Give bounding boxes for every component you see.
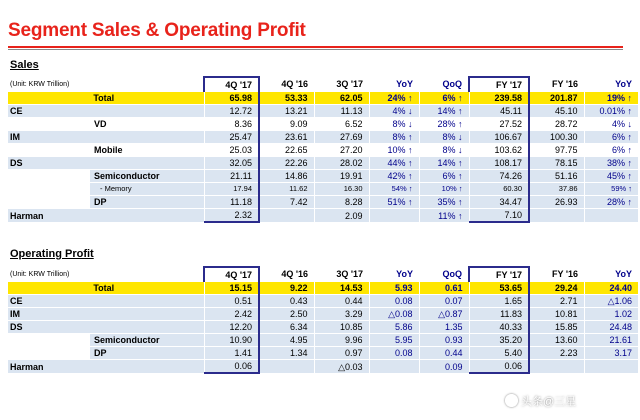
value-cell: 34.47 bbox=[469, 196, 529, 209]
value-cell: 97.75 bbox=[529, 144, 584, 157]
value-cell: 19% ↑ bbox=[584, 92, 638, 105]
value-cell: 10.81 bbox=[529, 308, 584, 321]
value-cell: 3.17 bbox=[584, 347, 638, 360]
value-cell: 10.85 bbox=[314, 321, 369, 334]
value-cell: 2.23 bbox=[529, 347, 584, 360]
value-cell: 6% ↑ bbox=[584, 131, 638, 144]
col-header: FY '16 bbox=[529, 267, 584, 282]
value-cell: 106.67 bbox=[469, 131, 529, 144]
value-cell: 12.72 bbox=[204, 105, 259, 118]
sales-row bbox=[8, 209, 638, 223]
value-cell: 5.93 bbox=[369, 282, 419, 295]
value-cell: 11% ↑ bbox=[419, 209, 469, 223]
value-cell: 21.61 bbox=[584, 334, 638, 347]
value-cell: 11.62 bbox=[259, 183, 314, 196]
value-cell: 62.05 bbox=[314, 92, 369, 105]
value-cell: 35% ↑ bbox=[419, 196, 469, 209]
value-cell: 11.83 bbox=[469, 308, 529, 321]
op-row bbox=[8, 282, 638, 295]
watermark bbox=[505, 393, 576, 409]
value-cell: 6.52 bbox=[314, 118, 369, 131]
op-row bbox=[8, 295, 638, 308]
value-cell: 13.60 bbox=[529, 334, 584, 347]
value-cell: 17.94 bbox=[204, 183, 259, 196]
value-cell: 44% ↑ bbox=[369, 157, 419, 170]
value-cell: 53.33 bbox=[259, 92, 314, 105]
sales-row bbox=[8, 157, 638, 170]
value-cell: △0.08 bbox=[369, 308, 419, 321]
value-cell: 14% ↑ bbox=[419, 157, 469, 170]
value-cell: 8.36 bbox=[204, 118, 259, 131]
value-cell: 0.51 bbox=[204, 295, 259, 308]
value-cell: 4% ↓ bbox=[369, 105, 419, 118]
sales-table bbox=[8, 76, 638, 223]
value-cell: 3.29 bbox=[314, 308, 369, 321]
value-cell bbox=[259, 360, 314, 374]
value-cell: 201.87 bbox=[529, 92, 584, 105]
value-cell: 28.72 bbox=[529, 118, 584, 131]
value-cell: 21.11 bbox=[204, 170, 259, 183]
sales-unit: (Unit: KRW Trillion) bbox=[10, 81, 70, 88]
value-cell: 28% ↑ bbox=[584, 196, 638, 209]
value-cell: 28.02 bbox=[314, 157, 369, 170]
value-cell: 7.42 bbox=[259, 196, 314, 209]
col-header: 3Q '17 bbox=[314, 77, 369, 92]
value-cell: △1.06 bbox=[584, 295, 638, 308]
value-cell: 14% ↑ bbox=[419, 105, 469, 118]
value-cell: 0.97 bbox=[314, 347, 369, 360]
col-header: FY '16 bbox=[529, 77, 584, 92]
value-cell: 1.02 bbox=[584, 308, 638, 321]
col-header: FY '17 bbox=[469, 77, 529, 92]
value-cell: 5.95 bbox=[369, 334, 419, 347]
value-cell: 8% ↓ bbox=[419, 144, 469, 157]
indent-cell bbox=[8, 170, 90, 183]
value-cell: 27.52 bbox=[469, 118, 529, 131]
col-header: 4Q '16 bbox=[259, 77, 314, 92]
sales-row bbox=[8, 183, 638, 196]
value-cell: 37.86 bbox=[529, 183, 584, 196]
value-cell: 10% ↑ bbox=[419, 183, 469, 196]
value-cell: △0.03 bbox=[314, 360, 369, 374]
sales-row bbox=[8, 144, 638, 157]
col-header: QoQ bbox=[419, 77, 469, 92]
op-header-row bbox=[8, 267, 638, 282]
value-cell: 5.86 bbox=[369, 321, 419, 334]
col-header: YoY bbox=[369, 77, 419, 92]
value-cell bbox=[529, 209, 584, 223]
value-cell: 42% ↑ bbox=[369, 170, 419, 183]
title-rule-thin bbox=[8, 49, 623, 50]
op-unit: (Unit: KRW Trillion) bbox=[10, 271, 70, 278]
value-cell: 15.15 bbox=[204, 282, 259, 295]
value-cell: 45% ↑ bbox=[584, 170, 638, 183]
value-cell: 5.40 bbox=[469, 347, 529, 360]
value-cell: △0.87 bbox=[419, 308, 469, 321]
value-cell: 100.30 bbox=[529, 131, 584, 144]
col-header: QoQ bbox=[419, 267, 469, 282]
col-header: 4Q '16 bbox=[259, 267, 314, 282]
value-cell bbox=[259, 209, 314, 223]
value-cell: 40.33 bbox=[469, 321, 529, 334]
col-header: YoY bbox=[369, 267, 419, 282]
value-cell: 27.20 bbox=[314, 144, 369, 157]
value-cell: 9.96 bbox=[314, 334, 369, 347]
value-cell: 6% ↑ bbox=[419, 92, 469, 105]
value-cell: 0.08 bbox=[369, 295, 419, 308]
value-cell: 6.34 bbox=[259, 321, 314, 334]
value-cell: 60.30 bbox=[469, 183, 529, 196]
value-cell: 8% ↓ bbox=[369, 118, 419, 131]
value-cell: 8% ↑ bbox=[369, 131, 419, 144]
value-cell: 4% ↓ bbox=[584, 118, 638, 131]
value-cell: 28% ↑ bbox=[419, 118, 469, 131]
value-cell bbox=[369, 209, 419, 223]
value-cell: 11.18 bbox=[204, 196, 259, 209]
col-header: 4Q '17 bbox=[204, 267, 259, 282]
op-row bbox=[8, 334, 638, 347]
value-cell: 24.48 bbox=[584, 321, 638, 334]
value-cell: 1.65 bbox=[469, 295, 529, 308]
row-label: VD bbox=[90, 118, 204, 131]
value-cell: 2.09 bbox=[314, 209, 369, 223]
value-cell bbox=[529, 360, 584, 374]
value-cell: 74.26 bbox=[469, 170, 529, 183]
value-cell: 2.50 bbox=[259, 308, 314, 321]
value-cell: 7.10 bbox=[469, 209, 529, 223]
value-cell bbox=[369, 360, 419, 374]
value-cell: 19.91 bbox=[314, 170, 369, 183]
row-label: CE bbox=[8, 105, 204, 118]
row-label: CE bbox=[8, 295, 204, 308]
indent-cell bbox=[8, 183, 90, 196]
watermark-text: 头条@三星 bbox=[521, 396, 577, 408]
value-cell: 11.13 bbox=[314, 105, 369, 118]
row-label: DS bbox=[8, 321, 204, 334]
value-cell: 6% ↑ bbox=[584, 144, 638, 157]
value-cell bbox=[584, 209, 638, 223]
value-cell: 0.07 bbox=[419, 295, 469, 308]
value-cell: 51% ↑ bbox=[369, 196, 419, 209]
row-label: Semiconductor bbox=[90, 170, 204, 183]
row-label: Harman bbox=[8, 360, 204, 374]
value-cell: 32.05 bbox=[204, 157, 259, 170]
value-cell: 0.61 bbox=[419, 282, 469, 295]
sales-row bbox=[8, 118, 638, 131]
col-header: 4Q '17 bbox=[204, 77, 259, 92]
sales-header-row bbox=[8, 77, 638, 92]
op-heading: Operating Profit bbox=[10, 248, 94, 260]
sales-row bbox=[8, 196, 638, 209]
op-row bbox=[8, 308, 638, 321]
value-cell: 12.20 bbox=[204, 321, 259, 334]
row-label: DS bbox=[8, 157, 204, 170]
value-cell: 0.44 bbox=[419, 347, 469, 360]
col-header: 3Q '17 bbox=[314, 267, 369, 282]
value-cell: 22.26 bbox=[259, 157, 314, 170]
value-cell: 53.65 bbox=[469, 282, 529, 295]
value-cell: 1.35 bbox=[419, 321, 469, 334]
value-cell: 59% ↑ bbox=[584, 183, 638, 196]
value-cell: 14.86 bbox=[259, 170, 314, 183]
value-cell: 8.28 bbox=[314, 196, 369, 209]
value-cell: 15.85 bbox=[529, 321, 584, 334]
value-cell: 10% ↑ bbox=[369, 144, 419, 157]
value-cell: 0.44 bbox=[314, 295, 369, 308]
sales-row bbox=[8, 131, 638, 144]
value-cell: 14.53 bbox=[314, 282, 369, 295]
value-cell: 24.40 bbox=[584, 282, 638, 295]
value-cell bbox=[584, 360, 638, 374]
value-cell: 0.06 bbox=[469, 360, 529, 374]
op-row bbox=[8, 347, 638, 360]
row-label: Mobile bbox=[90, 144, 204, 157]
value-cell: 239.58 bbox=[469, 92, 529, 105]
value-cell: 25.03 bbox=[204, 144, 259, 157]
value-cell: 9.22 bbox=[259, 282, 314, 295]
value-cell: 1.41 bbox=[204, 347, 259, 360]
row-label: Harman bbox=[8, 209, 204, 223]
value-cell: 2.42 bbox=[204, 308, 259, 321]
value-cell: 24% ↑ bbox=[369, 92, 419, 105]
op-row bbox=[8, 321, 638, 334]
value-cell: 16.30 bbox=[314, 183, 369, 196]
indent-cell bbox=[8, 196, 90, 209]
value-cell: 10.90 bbox=[204, 334, 259, 347]
row-label: IM bbox=[8, 308, 204, 321]
value-cell: 0.08 bbox=[369, 347, 419, 360]
value-cell: 6% ↑ bbox=[419, 170, 469, 183]
value-cell: 9.09 bbox=[259, 118, 314, 131]
row-label: - Memory bbox=[90, 183, 204, 196]
value-cell: 0.06 bbox=[204, 360, 259, 374]
sales-heading: Sales bbox=[10, 59, 39, 71]
col-header: FY '17 bbox=[469, 267, 529, 282]
value-cell: 0.93 bbox=[419, 334, 469, 347]
value-cell: 29.24 bbox=[529, 282, 584, 295]
sales-row bbox=[8, 105, 638, 118]
value-cell: 2.32 bbox=[204, 209, 259, 223]
indent-cell bbox=[8, 334, 90, 347]
sales-row bbox=[8, 92, 638, 105]
value-cell: 23.61 bbox=[259, 131, 314, 144]
row-label: Semiconductor bbox=[90, 334, 204, 347]
value-cell: 25.47 bbox=[204, 131, 259, 144]
col-header: YoY bbox=[584, 77, 638, 92]
col-header: YoY bbox=[584, 267, 638, 282]
op-row bbox=[8, 360, 638, 374]
value-cell: 35.20 bbox=[469, 334, 529, 347]
value-cell: 27.69 bbox=[314, 131, 369, 144]
value-cell: 1.34 bbox=[259, 347, 314, 360]
op-table bbox=[8, 266, 638, 374]
value-cell: 45.11 bbox=[469, 105, 529, 118]
row-label: IM bbox=[8, 131, 204, 144]
value-cell: 8% ↓ bbox=[419, 131, 469, 144]
value-cell: 78.15 bbox=[529, 157, 584, 170]
value-cell: 38% ↑ bbox=[584, 157, 638, 170]
value-cell: 26.93 bbox=[529, 196, 584, 209]
sales-row bbox=[8, 170, 638, 183]
indent-cell bbox=[8, 347, 90, 360]
value-cell: 108.17 bbox=[469, 157, 529, 170]
indent-cell bbox=[8, 144, 90, 157]
value-cell: 22.65 bbox=[259, 144, 314, 157]
value-cell: 51.16 bbox=[529, 170, 584, 183]
value-cell: 45.10 bbox=[529, 105, 584, 118]
value-cell: 2.71 bbox=[529, 295, 584, 308]
row-label: DP bbox=[90, 196, 204, 209]
value-cell: 54% ↑ bbox=[369, 183, 419, 196]
row-label: Total bbox=[8, 92, 204, 105]
value-cell: 0.01% ↑ bbox=[584, 105, 638, 118]
value-cell: 65.98 bbox=[204, 92, 259, 105]
value-cell: 0.43 bbox=[259, 295, 314, 308]
value-cell: 0.09 bbox=[419, 360, 469, 374]
value-cell: 4.95 bbox=[259, 334, 314, 347]
title-rule bbox=[8, 46, 623, 48]
page-title: Segment Sales & Operating Profit bbox=[8, 20, 306, 41]
value-cell: 103.62 bbox=[469, 144, 529, 157]
row-label: DP bbox=[90, 347, 204, 360]
indent-cell bbox=[8, 118, 90, 131]
watermark-logo-icon bbox=[505, 394, 518, 407]
value-cell: 13.21 bbox=[259, 105, 314, 118]
row-label: Total bbox=[8, 282, 204, 295]
